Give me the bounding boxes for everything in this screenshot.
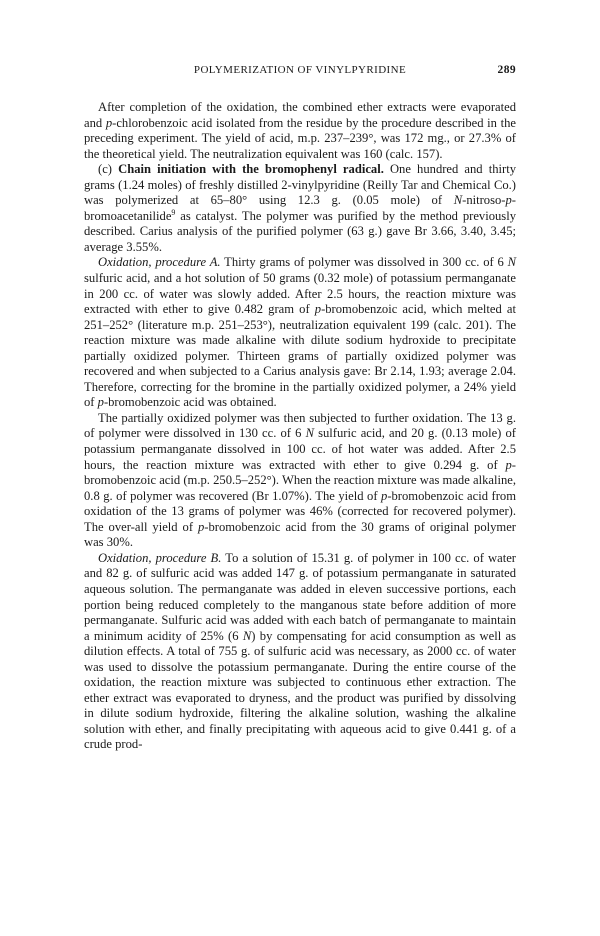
italic-run: N [453, 193, 463, 208]
paragraph-1 [84, 100, 516, 162]
procedure-heading: Oxidation, procedure B. [98, 550, 222, 565]
italic-run: p [381, 488, 388, 503]
text-run: -bromobenzoic acid (m.p. 250.5–252°). When the reaction mixture was made alkaline, 0.8 g. of polymer was recovered (Br 1.07%). The yield of [84, 457, 516, 503]
italic-run: N [305, 426, 314, 441]
text-run: To a solution of 15.31 g. of polymer in 100 cc. of water and 82 g. of sulfuric acid was added 147 g. of potassium permanganate in saturated aqueous solution. The permanganate was added in eleven successive portions, each portion being reduced completely to the manganous state before addition of more permanganate. Sulfuric acid was added with each batch of permanganate to maintain a minimum acidity of 25% (6 [84, 550, 516, 643]
text-run: -nitroso- [462, 193, 506, 208]
text-run: -chlorobenzoic acid isolated from the residue by the procedure described in the preceding experiment. The yield of acid, m.p. 237–239°, was 172 mg., or 27.3% of the theoretical yield. The neutralization equivalent was 160 (calc. 157). [84, 115, 516, 161]
text-run: -bromobenzoic acid from oxidation of the 13 grams of polymer was 46% (corrected for recovered polymer). The over-all yield of [84, 488, 516, 534]
footnote-ref: 9 [171, 207, 176, 217]
text-run: as catalyst. The polymer was purified by the method previously described. Carius analysis of the purified polymer (63 g.) gave Br 3.66, 3.40, 3.45; average 3.55%. [84, 208, 516, 254]
italic-run: N [242, 628, 252, 643]
paragraph-4 [84, 411, 516, 551]
text-run: One hundred and thirty grams (1.24 moles) of freshly distilled 2-vinylpyridine (Reilly Tar and Chemical Co.) was polymerized at 65–80° using 12.3 g. (0.05 mole) of [84, 162, 516, 208]
text-run: After completion of the oxidation, the combined ether extracts were evaporated and [84, 100, 516, 130]
italic-run: p [97, 395, 104, 410]
italic-run: p [105, 115, 113, 130]
italic-run: p [505, 457, 512, 472]
italic-run: N [507, 255, 516, 270]
procedure-heading: Oxidation, procedure A. [98, 255, 221, 270]
text-run: sulfuric acid, and 20 g. (0.13 mole) of potassium permanganate dissolved in 100 cc. of hot water was added. After 2.5 hours, the reaction mixture was extracted with ether to give 0.294 g. of [84, 426, 516, 472]
paragraph-5 [84, 551, 516, 753]
italic-run: p [505, 193, 512, 208]
italic-run: p [314, 302, 322, 317]
text-run: -bromobenzoic acid from the 30 grams of original polymer was 30%. [84, 519, 516, 550]
text-run: ) by compensating for acid consumption as well as dilution effects. A total of 755 g. of sulfuric acid was necessary, as 2000 cc. of water was used to dissolve the potassium permanganate. During the entire course of the oxidation, the reaction mixture was subjected to continuous ether extraction. The ether extract was evaporated to dryness, and the product was purified by dissolving in dilute sodium hydroxide, filtering the alkaline solution, washing the alkaline solution with ether, and finally precipitating with aqueous acid to give 0.441 g. of a crude prod- [84, 628, 517, 752]
section-heading: Chain initiation with the bromophenyl radical. [118, 162, 384, 177]
page-header [84, 64, 516, 80]
paragraph-2 [84, 162, 516, 255]
running-title: POLYMERIZATION OF VINYLPYRIDINE [193, 64, 407, 76]
text-run: -bromobenzoic acid, which melted at 251–252° (literature m.p. 251–253°), neutralization equivalent 199 (calc. 201). The reaction mixture was made alkaline with dilute sodium hydroxide to precipitate partially oxidized polymer. Thirteen grams of partially oxidized polymer was recovered and when subjected to a Carius analysis gave: Br 2.14, 1.93; average 2.04. Therefore, correcting for the bromine in the partially oxidized polymer, a 24% yield of [84, 302, 516, 410]
italic-run: p [197, 519, 205, 534]
text-run: sulfuric acid, and a hot solution of 50 grams (0.32 mole) of potassium permanganate in 200 cc. of water was slowly added. After 2.5 hours, the reaction mixture was extracted with ether to give 0.482 gram of [84, 271, 516, 317]
paragraph-3 [84, 255, 516, 410]
section-label: (c) [98, 162, 119, 177]
page-number: 289 [497, 64, 516, 76]
text-run: -bromoacetanilide [84, 193, 516, 223]
text-run: -bromobenzoic acid was obtained. [103, 395, 277, 410]
text-run: Thirty grams of polymer was dissolved in 300 cc. of 6 [220, 255, 508, 270]
body-text [84, 100, 516, 753]
text-run: The partially oxidized polymer was then subjected to further oxidation. The 13 g. of polymer were dissolved in 130 cc. of 6 [84, 410, 516, 441]
